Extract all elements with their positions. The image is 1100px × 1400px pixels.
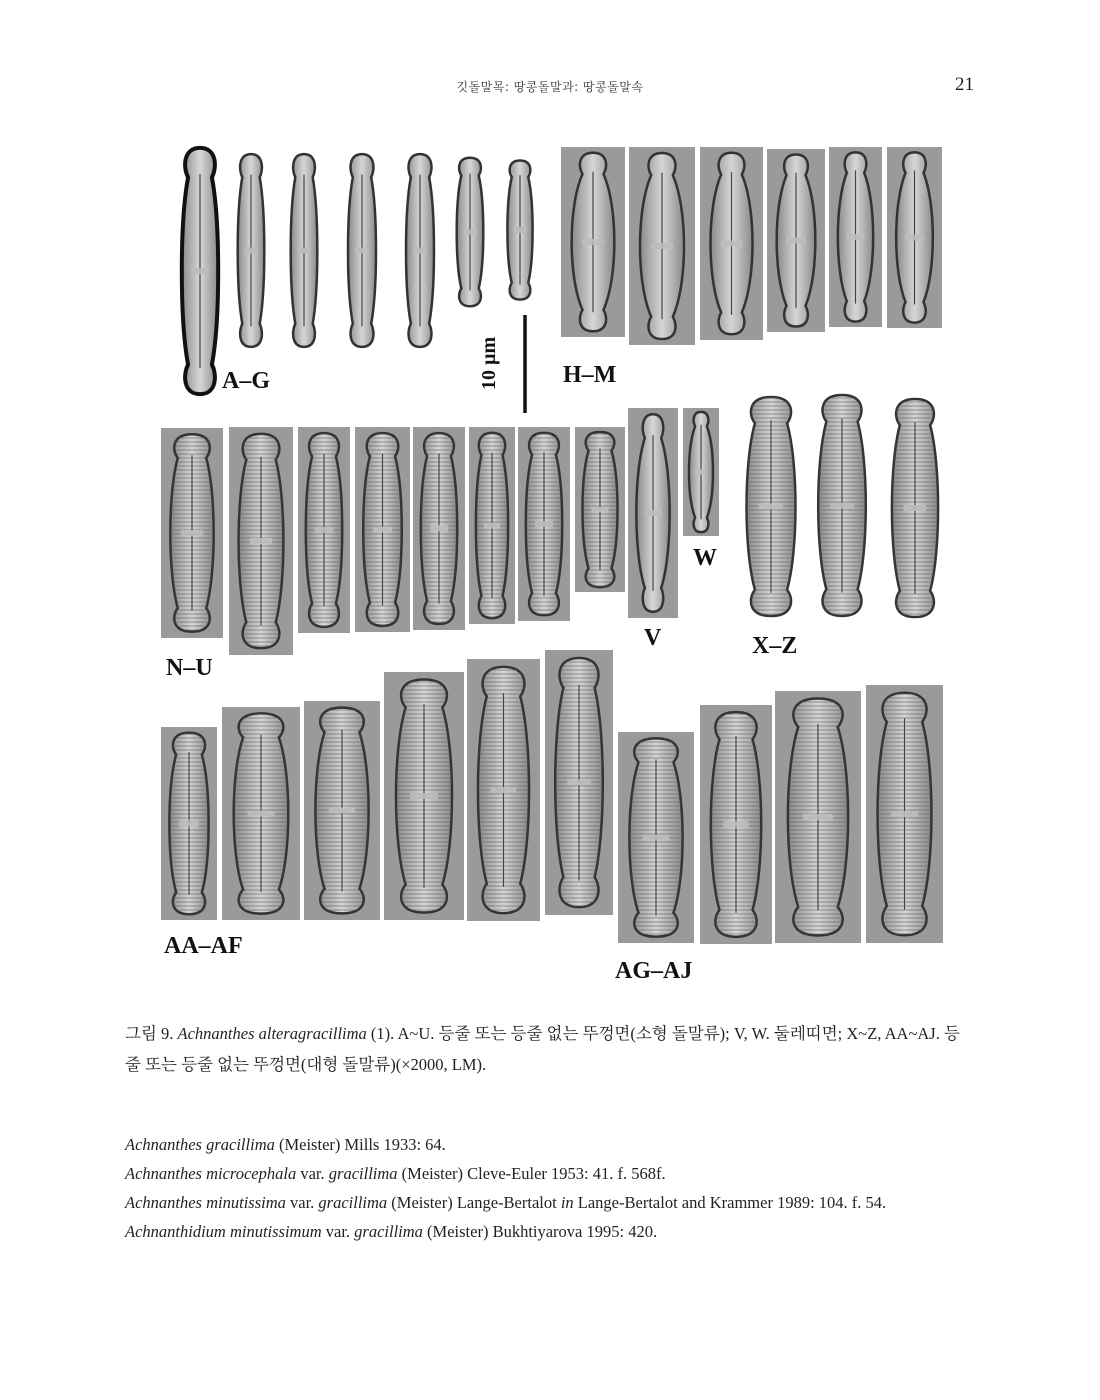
label-a-g: A–G bbox=[222, 368, 270, 394]
diatom-micrograph bbox=[518, 427, 570, 621]
label-h-m: H–M bbox=[563, 362, 617, 388]
synonym-rank: var. bbox=[285, 1193, 319, 1212]
diatom-micrograph bbox=[561, 147, 625, 337]
diatom-micrograph bbox=[700, 147, 763, 340]
synonym-entry bbox=[125, 1159, 980, 1188]
synonym-entry bbox=[125, 1130, 980, 1159]
diatom-micrograph bbox=[507, 160, 532, 299]
diatom-micrograph bbox=[413, 427, 465, 630]
label-v: V bbox=[644, 625, 662, 651]
diatom-micrograph bbox=[222, 707, 300, 920]
synonym-in: in bbox=[560, 1193, 574, 1212]
synonym-rank: var. bbox=[321, 1222, 355, 1241]
diatom-micrograph bbox=[683, 408, 719, 536]
synonym-author: (Meister) Lange-Bertalot bbox=[387, 1193, 561, 1212]
diatom-micrograph bbox=[575, 427, 625, 592]
synonym-list bbox=[125, 1130, 980, 1246]
label-aa-af: AA–AF bbox=[164, 933, 243, 959]
diatom-micrograph bbox=[618, 732, 694, 943]
synonym-name: Achnanthes gracillima bbox=[125, 1135, 275, 1154]
label-w: W bbox=[693, 545, 717, 571]
diatom-micrograph bbox=[775, 691, 861, 943]
running-title: 깃돌말목: 땅콩돌말과: 땅콩돌말속 bbox=[456, 80, 644, 94]
diatom-micrograph bbox=[161, 727, 217, 920]
diatom-micrograph bbox=[355, 427, 410, 632]
diatom-micrograph bbox=[545, 650, 613, 915]
figure-caption bbox=[125, 1018, 975, 1080]
diatom-micrograph bbox=[406, 154, 434, 347]
diatom-micrograph bbox=[818, 395, 866, 616]
diatom-micrograph bbox=[767, 149, 825, 332]
micrograph-panels bbox=[160, 140, 950, 985]
synonym-name: Achnanthes minutissima bbox=[125, 1193, 286, 1212]
synonym-entry bbox=[125, 1188, 980, 1217]
diatom-micrograph bbox=[892, 399, 938, 617]
synonym-name: Achnanthidium minutissimum bbox=[125, 1222, 322, 1241]
label-x-z: X–Z bbox=[752, 633, 798, 659]
scale-bar-label: 10 µm bbox=[478, 336, 500, 390]
caption-species: Achnanthes alteragracillima bbox=[177, 1024, 367, 1043]
figure-plate bbox=[160, 140, 950, 985]
diatom-micrograph bbox=[747, 397, 796, 616]
diatom-micrograph bbox=[238, 154, 265, 347]
caption-prefix: 그림 9. bbox=[125, 1024, 178, 1043]
diatom-micrograph bbox=[348, 154, 376, 347]
label-ag-aj: AG–AJ bbox=[615, 958, 693, 984]
page-number: 21 bbox=[955, 74, 974, 95]
synonym-author: Lange-Bertalot and Krammer 1989: 104. f. 54. bbox=[573, 1193, 887, 1212]
diatom-micrograph bbox=[182, 148, 218, 394]
diatom-micrograph bbox=[291, 154, 318, 347]
diatom-micrograph bbox=[866, 685, 943, 943]
label-n-u: N–U bbox=[166, 655, 213, 681]
synonym-author: (Meister) Cleve-Euler 1953: 41. f. 568f. bbox=[397, 1164, 666, 1183]
synonym-variety: gracillima bbox=[328, 1164, 398, 1183]
synonym-variety: gracillima bbox=[354, 1222, 423, 1241]
diatom-micrograph bbox=[469, 427, 515, 624]
diatom-micrograph bbox=[161, 428, 223, 638]
caption-text: (1). A~U. 등줄 또는 등줄 없는 뚜껑면(소형 돌말류); V, W. 둘레띠면; X~Z, AA~AJ. 등줄 또는 등줄 없는 뚜껑면(대형 돌말류)(×2000, LM). bbox=[125, 1024, 960, 1074]
diatom-micrograph bbox=[467, 659, 540, 921]
diatom-micrograph bbox=[829, 147, 882, 327]
diatom-micrograph bbox=[629, 147, 695, 345]
diatom-micrograph bbox=[229, 427, 293, 655]
diatom-micrograph bbox=[887, 147, 942, 328]
diatom-micrograph bbox=[384, 672, 464, 920]
diatom-micrograph bbox=[304, 701, 380, 920]
diatom-micrograph bbox=[298, 427, 350, 633]
synonym-entry bbox=[125, 1217, 980, 1246]
diatom-micrograph bbox=[700, 705, 772, 944]
synonym-name: Achnanthes microcephala bbox=[125, 1164, 297, 1183]
synonym-variety: gracillima bbox=[318, 1193, 388, 1212]
diatom-micrograph bbox=[628, 408, 678, 618]
synonym-author: (Meister) Mills 1933: 64. bbox=[274, 1135, 446, 1154]
synonym-author: (Meister) Bukhtiyarova 1995: 420. bbox=[422, 1222, 658, 1241]
synonym-rank: var. bbox=[296, 1164, 329, 1183]
diatom-micrograph bbox=[457, 158, 484, 307]
